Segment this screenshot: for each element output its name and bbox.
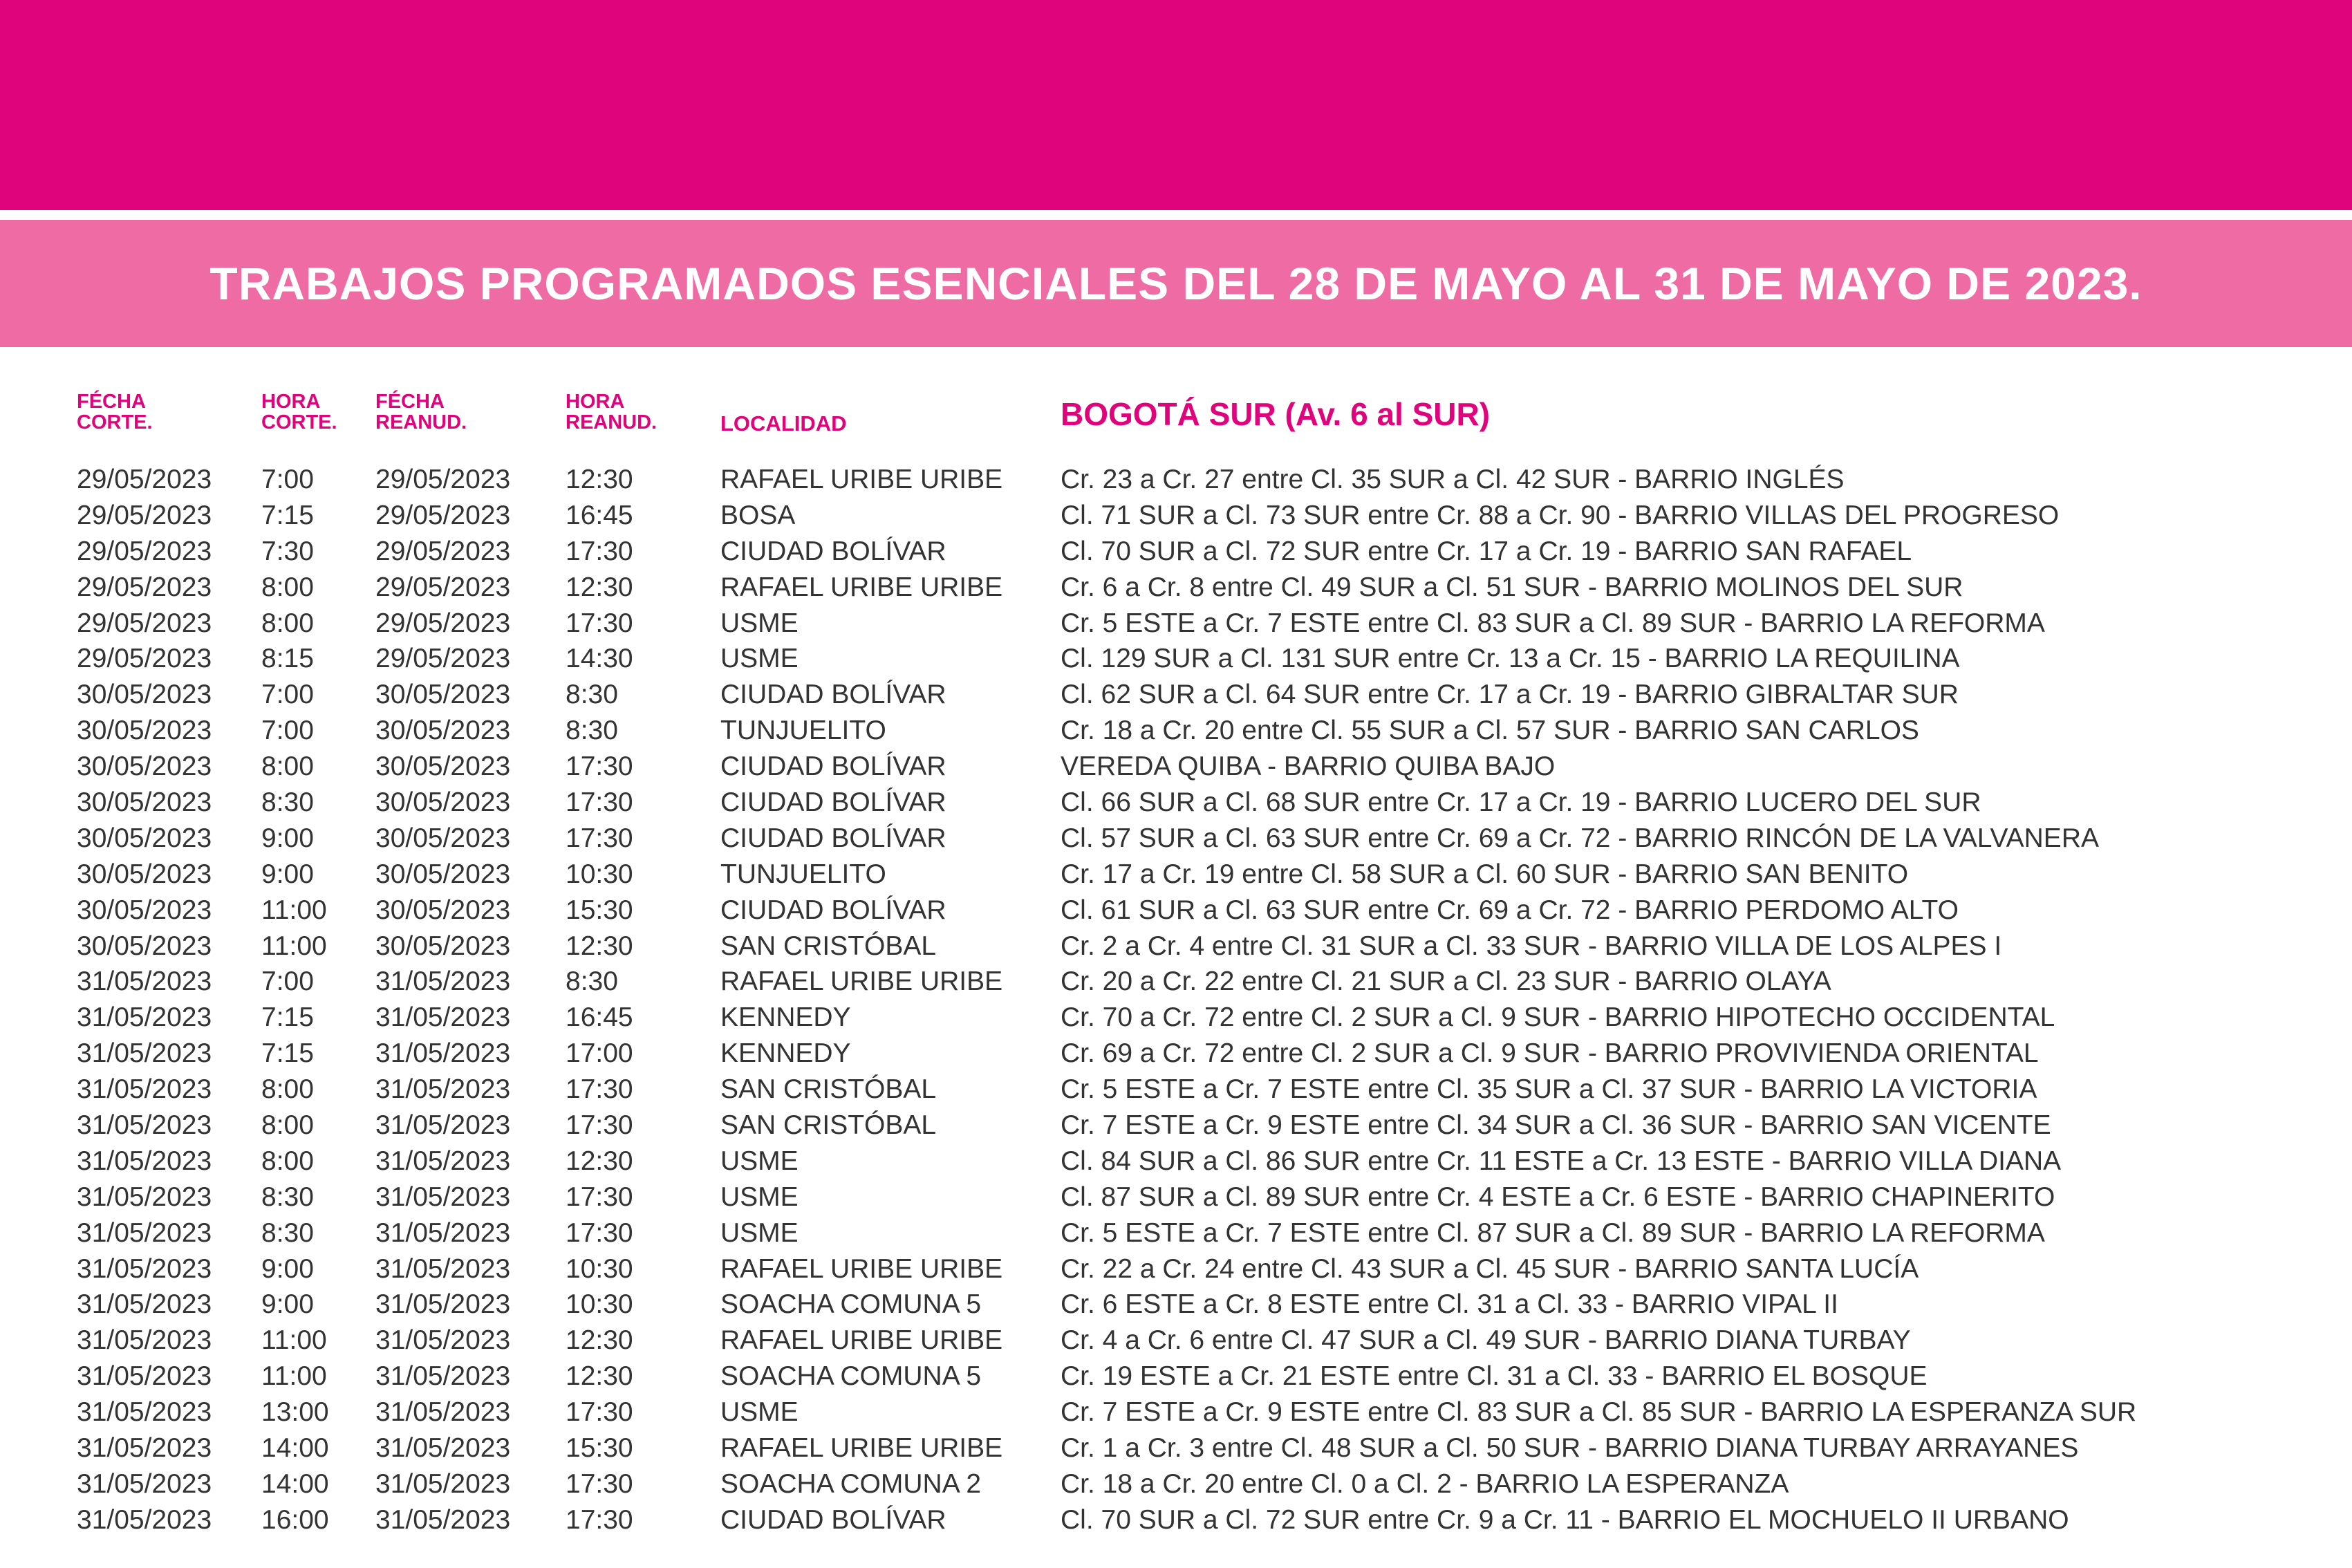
cell-hora-corte: 8:00 bbox=[261, 1110, 314, 1141]
cell-hora-corte: 7:30 bbox=[261, 536, 314, 566]
cell-ubicacion: Cl. 62 SUR a Cl. 64 SUR entre Cr. 17 a Cr. 19 - BARRIO GIBRALTAR SUR bbox=[1061, 680, 1959, 710]
cell-hora-corte: 8:00 bbox=[261, 1074, 314, 1105]
cell-hora-corte: 8:30 bbox=[261, 1182, 314, 1212]
cell-hora-reanud: 17:30 bbox=[566, 823, 633, 853]
cell-hora-reanud: 10:30 bbox=[566, 1253, 633, 1284]
top-banner bbox=[0, 0, 2352, 210]
cell-localidad: RAFAEL URIBE URIBE bbox=[720, 1433, 1003, 1464]
cell-localidad: KENNEDY bbox=[720, 1038, 851, 1069]
cell-hora-reanud: 15:30 bbox=[566, 1433, 633, 1464]
table-row bbox=[0, 749, 2352, 785]
table-row bbox=[0, 893, 2352, 928]
cell-localidad: RAFAEL URIBE URIBE bbox=[720, 1253, 1003, 1284]
cell-fecha-reanud: 31/05/2023 bbox=[375, 1289, 511, 1320]
cell-fecha-reanud: 29/05/2023 bbox=[375, 536, 511, 566]
cell-fecha-corte: 31/05/2023 bbox=[77, 1361, 212, 1392]
cell-hora-corte: 11:00 bbox=[261, 931, 327, 961]
table-row bbox=[0, 641, 2352, 677]
cell-ubicacion: Cr. 23 a Cr. 27 entre Cl. 35 SUR a Cl. 42 SUR - BARRIO INGLÉS bbox=[1061, 465, 1845, 494]
cell-localidad: TUNJUELITO bbox=[720, 859, 886, 889]
cell-localidad: RAFAEL URIBE URIBE bbox=[720, 967, 1003, 997]
table-row bbox=[0, 534, 2352, 570]
cell-ubicacion: Cr. 22 a Cr. 24 entre Cl. 43 SUR a Cl. 45 SUR - BARRIO SANTA LUCÍA bbox=[1061, 1253, 1919, 1284]
cell-hora-corte: 9:00 bbox=[261, 859, 314, 889]
cell-fecha-corte: 31/05/2023 bbox=[77, 1074, 212, 1105]
cell-hora-reanud: 15:30 bbox=[566, 895, 633, 925]
cell-fecha-corte: 31/05/2023 bbox=[77, 1468, 212, 1499]
table-row bbox=[0, 1036, 2352, 1072]
table-row bbox=[0, 1179, 2352, 1215]
cell-fecha-reanud: 30/05/2023 bbox=[375, 859, 511, 889]
cell-localidad: CIUDAD BOLÍVAR bbox=[720, 1504, 946, 1535]
cell-fecha-corte: 29/05/2023 bbox=[77, 500, 212, 530]
cell-localidad: CIUDAD BOLÍVAR bbox=[720, 536, 946, 566]
cell-hora-reanud: 12:30 bbox=[566, 1325, 633, 1356]
cell-hora-corte: 14:00 bbox=[261, 1433, 329, 1464]
cell-fecha-reanud: 30/05/2023 bbox=[375, 752, 511, 782]
cell-fecha-reanud: 31/05/2023 bbox=[375, 1504, 511, 1535]
header-hora-corte bbox=[261, 391, 337, 433]
table-row bbox=[0, 857, 2352, 893]
cell-hora-reanud: 17:30 bbox=[566, 752, 633, 782]
cell-localidad: USME bbox=[720, 644, 799, 674]
cell-localidad: USME bbox=[720, 1217, 799, 1248]
cell-fecha-corte: 30/05/2023 bbox=[77, 716, 212, 746]
cell-localidad: USME bbox=[720, 608, 799, 638]
cell-localidad: USME bbox=[720, 1146, 799, 1176]
cell-localidad: USME bbox=[720, 1182, 799, 1212]
cell-fecha-reanud: 30/05/2023 bbox=[375, 680, 511, 710]
table-row bbox=[0, 1000, 2352, 1036]
cell-localidad: BOSA bbox=[720, 500, 796, 530]
table-row bbox=[0, 677, 2352, 713]
cell-fecha-corte: 31/05/2023 bbox=[77, 1110, 212, 1141]
cell-hora-reanud: 17:30 bbox=[566, 1217, 633, 1248]
cell-ubicacion: Cl. 57 SUR a Cl. 63 SUR entre Cr. 69 a Cr. 72 - BARRIO RINCÓN DE LA VALVANERA bbox=[1061, 823, 2099, 853]
cell-localidad: SAN CRISTÓBAL bbox=[720, 1110, 937, 1141]
cell-hora-reanud: 8:30 bbox=[566, 680, 618, 710]
cell-fecha-corte: 30/05/2023 bbox=[77, 931, 212, 961]
title-banner bbox=[0, 220, 2352, 347]
cell-fecha-reanud: 31/05/2023 bbox=[375, 1002, 511, 1033]
cell-ubicacion: Cl. 84 SUR a Cl. 86 SUR entre Cr. 11 ESTE a Cr. 13 ESTE - BARRIO VILLA DIANA bbox=[1061, 1146, 2062, 1176]
table-row bbox=[0, 462, 2352, 498]
table-row bbox=[0, 1323, 2352, 1359]
cell-hora-reanud: 17:30 bbox=[566, 1468, 633, 1499]
cell-ubicacion: Cr. 70 a Cr. 72 entre Cl. 2 SUR a Cl. 9 SUR - BARRIO HIPOTECHO OCCIDENTAL bbox=[1061, 1002, 2055, 1033]
cell-hora-corte: 8:00 bbox=[261, 752, 314, 782]
cell-hora-corte: 8:00 bbox=[261, 608, 314, 638]
cell-fecha-reanud: 30/05/2023 bbox=[375, 823, 511, 853]
cell-fecha-reanud: 31/05/2023 bbox=[375, 1038, 511, 1069]
header-localidad: LOCALIDAD bbox=[720, 411, 847, 436]
page-title: TRABAJOS PROGRAMADOS ESENCIALES DEL 28 DE MAYO AL 31 DE MAYO DE 2023. bbox=[209, 258, 2143, 309]
cell-hora-reanud: 16:45 bbox=[566, 500, 633, 530]
cell-hora-corte: 9:00 bbox=[261, 1253, 314, 1284]
cell-localidad: CIUDAD BOLÍVAR bbox=[720, 895, 946, 925]
cell-fecha-corte: 30/05/2023 bbox=[77, 859, 212, 889]
cell-hora-corte: 14:00 bbox=[261, 1468, 329, 1499]
table-row bbox=[0, 964, 2352, 1000]
cell-hora-reanud: 8:30 bbox=[566, 716, 618, 746]
cell-hora-reanud: 17:30 bbox=[566, 536, 633, 566]
cell-ubicacion: Cr. 6 ESTE a Cr. 8 ESTE entre Cl. 31 a Cl. 33 - BARRIO VIPAL II bbox=[1061, 1289, 1838, 1320]
table-row bbox=[0, 785, 2352, 821]
cell-hora-reanud: 17:30 bbox=[566, 1110, 633, 1141]
cell-localidad: SAN CRISTÓBAL bbox=[720, 931, 937, 961]
cell-hora-reanud: 12:30 bbox=[566, 572, 633, 602]
cell-fecha-corte: 29/05/2023 bbox=[77, 608, 212, 638]
cell-localidad: SOACHA COMUNA 2 bbox=[720, 1468, 982, 1499]
cell-fecha-corte: 31/05/2023 bbox=[77, 1146, 212, 1176]
cell-fecha-reanud: 30/05/2023 bbox=[375, 787, 511, 818]
cell-fecha-reanud: 31/05/2023 bbox=[375, 1182, 511, 1212]
cell-fecha-corte: 30/05/2023 bbox=[77, 787, 212, 818]
cell-fecha-reanud: 29/05/2023 bbox=[375, 465, 511, 494]
cell-fecha-corte: 29/05/2023 bbox=[77, 536, 212, 566]
cell-fecha-corte: 31/05/2023 bbox=[77, 1504, 212, 1535]
cell-hora-corte: 11:00 bbox=[261, 1325, 327, 1356]
cell-localidad: RAFAEL URIBE URIBE bbox=[720, 572, 1003, 602]
table-row bbox=[0, 1144, 2352, 1179]
cell-fecha-reanud: 31/05/2023 bbox=[375, 1217, 511, 1248]
cell-ubicacion: Cr. 69 a Cr. 72 entre Cl. 2 SUR a Cl. 9 SUR - BARRIO PROVIVIENDA ORIENTAL bbox=[1061, 1038, 2039, 1069]
cell-localidad: RAFAEL URIBE URIBE bbox=[720, 465, 1003, 494]
cell-localidad: CIUDAD BOLÍVAR bbox=[720, 787, 946, 818]
table-row bbox=[0, 1072, 2352, 1108]
cell-hora-reanud: 10:30 bbox=[566, 1289, 633, 1320]
table-row bbox=[0, 1251, 2352, 1287]
cell-localidad: USME bbox=[720, 1397, 799, 1428]
cell-fecha-reanud: 30/05/2023 bbox=[375, 895, 511, 925]
table-row bbox=[0, 1502, 2352, 1538]
cell-fecha-reanud: 31/05/2023 bbox=[375, 1433, 511, 1464]
header-hora-corte-line2: CORTE. bbox=[261, 411, 337, 433]
cell-hora-corte: 7:15 bbox=[261, 1038, 314, 1069]
cell-fecha-reanud: 31/05/2023 bbox=[375, 1110, 511, 1141]
cell-ubicacion: VEREDA QUIBA - BARRIO QUIBA BAJO bbox=[1061, 752, 1556, 782]
cell-hora-corte: 9:00 bbox=[261, 823, 314, 853]
cell-ubicacion: Cr. 5 ESTE a Cr. 7 ESTE entre Cl. 83 SUR a Cl. 89 SUR - BARRIO LA REFORMA bbox=[1061, 608, 2045, 638]
cell-localidad: RAFAEL URIBE URIBE bbox=[720, 1325, 1003, 1356]
cell-ubicacion: Cr. 1 a Cr. 3 entre Cl. 48 SUR a Cl. 50 SUR - BARRIO DIANA TURBAY ARRAYANES bbox=[1061, 1433, 2079, 1464]
cell-hora-corte: 8:00 bbox=[261, 1146, 314, 1176]
cell-ubicacion: Cr. 18 a Cr. 20 entre Cl. 55 SUR a Cl. 57 SUR - BARRIO SAN CARLOS bbox=[1061, 716, 1919, 746]
cell-hora-reanud: 17:30 bbox=[566, 1504, 633, 1535]
schedule-table bbox=[0, 462, 2352, 1538]
cell-hora-corte: 8:30 bbox=[261, 787, 314, 818]
cell-fecha-corte: 30/05/2023 bbox=[77, 680, 212, 710]
cell-hora-corte: 7:00 bbox=[261, 680, 314, 710]
cell-hora-corte: 7:15 bbox=[261, 1002, 314, 1033]
cell-hora-corte: 9:00 bbox=[261, 1289, 314, 1320]
cell-ubicacion: Cl. 66 SUR a Cl. 68 SUR entre Cr. 17 a Cr. 19 - BARRIO LUCERO DEL SUR bbox=[1061, 787, 1981, 818]
cell-ubicacion: Cl. 87 SUR a Cl. 89 SUR entre Cr. 4 ESTE a Cr. 6 ESTE - BARRIO CHAPINERITO bbox=[1061, 1182, 2055, 1212]
cell-fecha-corte: 30/05/2023 bbox=[77, 895, 212, 925]
cell-hora-corte: 8:30 bbox=[261, 1217, 314, 1248]
cell-fecha-corte: 31/05/2023 bbox=[77, 1397, 212, 1428]
cell-fecha-corte: 31/05/2023 bbox=[77, 1217, 212, 1248]
cell-hora-reanud: 14:30 bbox=[566, 644, 633, 674]
cell-ubicacion: Cr. 6 a Cr. 8 entre Cl. 49 SUR a Cl. 51 SUR - BARRIO MOLINOS DEL SUR bbox=[1061, 572, 1963, 602]
table-row bbox=[0, 1466, 2352, 1502]
cell-fecha-reanud: 31/05/2023 bbox=[375, 1397, 511, 1428]
cell-ubicacion: Cl. 129 SUR a Cl. 131 SUR entre Cr. 13 a Cr. 15 - BARRIO LA REQUILINA bbox=[1061, 644, 1960, 674]
cell-fecha-reanud: 29/05/2023 bbox=[375, 644, 511, 674]
cell-ubicacion: Cr. 7 ESTE a Cr. 9 ESTE entre Cl. 34 SUR a Cl. 36 SUR - BARRIO SAN VICENTE bbox=[1061, 1110, 2051, 1141]
cell-localidad: CIUDAD BOLÍVAR bbox=[720, 680, 946, 710]
cell-fecha-reanud: 29/05/2023 bbox=[375, 500, 511, 530]
table-row bbox=[0, 1108, 2352, 1144]
cell-hora-corte: 8:00 bbox=[261, 572, 314, 602]
table-row bbox=[0, 1394, 2352, 1430]
header-fecha-corte-line1: FÉCHA bbox=[77, 391, 146, 413]
table-row bbox=[0, 1215, 2352, 1251]
cell-hora-reanud: 8:30 bbox=[566, 967, 618, 997]
cell-localidad: TUNJUELITO bbox=[720, 716, 886, 746]
cell-hora-reanud: 17:30 bbox=[566, 1397, 633, 1428]
cell-ubicacion: Cr. 19 ESTE a Cr. 21 ESTE entre Cl. 31 a Cl. 33 - BARRIO EL BOSQUE bbox=[1061, 1361, 1928, 1392]
cell-hora-corte: 7:00 bbox=[261, 967, 314, 997]
cell-fecha-reanud: 31/05/2023 bbox=[375, 1468, 511, 1499]
table-row bbox=[0, 1359, 2352, 1394]
table-row bbox=[0, 1430, 2352, 1466]
cell-hora-reanud: 17:30 bbox=[566, 787, 633, 818]
cell-fecha-corte: 31/05/2023 bbox=[77, 1182, 212, 1212]
cell-hora-reanud: 17:30 bbox=[566, 1074, 633, 1105]
cell-fecha-reanud: 31/05/2023 bbox=[375, 1325, 511, 1356]
cell-ubicacion: Cr. 5 ESTE a Cr. 7 ESTE entre Cl. 87 SUR a Cl. 89 SUR - BARRIO LA REFORMA bbox=[1061, 1217, 2045, 1248]
header-fecha-reanud-line2: REANUD. bbox=[375, 411, 467, 433]
cell-fecha-reanud: 31/05/2023 bbox=[375, 967, 511, 997]
header-fecha-corte bbox=[77, 391, 153, 433]
table-row bbox=[0, 713, 2352, 749]
cell-fecha-corte: 30/05/2023 bbox=[77, 823, 212, 853]
cell-fecha-corte: 31/05/2023 bbox=[77, 1433, 212, 1464]
cell-fecha-corte: 29/05/2023 bbox=[77, 465, 212, 494]
cell-localidad: SOACHA COMUNA 5 bbox=[720, 1361, 982, 1392]
header-fecha-reanud bbox=[375, 391, 467, 433]
cell-hora-corte: 7:15 bbox=[261, 500, 314, 530]
cell-fecha-reanud: 31/05/2023 bbox=[375, 1253, 511, 1284]
cell-ubicacion: Cr. 5 ESTE a Cr. 7 ESTE entre Cl. 35 SUR a Cl. 37 SUR - BARRIO LA VICTORIA bbox=[1061, 1074, 2037, 1105]
cell-hora-reanud: 12:30 bbox=[566, 465, 633, 494]
cell-hora-corte: 7:00 bbox=[261, 716, 314, 746]
cell-ubicacion: Cr. 17 a Cr. 19 entre Cl. 58 SUR a Cl. 60 SUR - BARRIO SAN BENITO bbox=[1061, 859, 1909, 889]
cell-fecha-corte: 31/05/2023 bbox=[77, 967, 212, 997]
cell-fecha-corte: 31/05/2023 bbox=[77, 1325, 212, 1356]
header-hora-reanud-line1: HORA bbox=[566, 391, 625, 413]
cell-ubicacion: Cl. 71 SUR a Cl. 73 SUR entre Cr. 88 a Cr. 90 - BARRIO VILLAS DEL PROGRESO bbox=[1061, 500, 2060, 530]
cell-ubicacion: Cr. 20 a Cr. 22 entre Cl. 21 SUR a Cl. 23 SUR - BARRIO OLAYA bbox=[1061, 967, 1831, 997]
cell-fecha-reanud: 30/05/2023 bbox=[375, 716, 511, 746]
cell-fecha-reanud: 31/05/2023 bbox=[375, 1074, 511, 1105]
cell-hora-reanud: 10:30 bbox=[566, 859, 633, 889]
header-fecha-reanud-line1: FÉCHA bbox=[375, 391, 445, 413]
table-row bbox=[0, 570, 2352, 606]
cell-hora-corte: 16:00 bbox=[261, 1504, 329, 1535]
cell-hora-reanud: 17:00 bbox=[566, 1038, 633, 1069]
cell-fecha-reanud: 30/05/2023 bbox=[375, 931, 511, 961]
cell-fecha-corte: 31/05/2023 bbox=[77, 1038, 212, 1069]
cell-hora-reanud: 16:45 bbox=[566, 1002, 633, 1033]
cell-localidad: CIUDAD BOLÍVAR bbox=[720, 823, 946, 853]
cell-fecha-corte: 29/05/2023 bbox=[77, 572, 212, 602]
cell-fecha-reanud: 31/05/2023 bbox=[375, 1361, 511, 1392]
cell-hora-reanud: 17:30 bbox=[566, 608, 633, 638]
table-row bbox=[0, 606, 2352, 642]
table-row bbox=[0, 928, 2352, 964]
cell-fecha-reanud: 29/05/2023 bbox=[375, 572, 511, 602]
cell-localidad: KENNEDY bbox=[720, 1002, 851, 1033]
cell-fecha-corte: 31/05/2023 bbox=[77, 1002, 212, 1033]
cell-fecha-corte: 31/05/2023 bbox=[77, 1253, 212, 1284]
cell-fecha-reanud: 31/05/2023 bbox=[375, 1146, 511, 1176]
cell-localidad: SOACHA COMUNA 5 bbox=[720, 1289, 982, 1320]
cell-hora-corte: 11:00 bbox=[261, 1361, 327, 1392]
cell-hora-reanud: 12:30 bbox=[566, 1146, 633, 1176]
cell-ubicacion: Cl. 61 SUR a Cl. 63 SUR entre Cr. 69 a Cr. 72 - BARRIO PERDOMO ALTO bbox=[1061, 895, 1959, 925]
header-hora-reanud bbox=[566, 391, 657, 433]
cell-ubicacion: Cl. 70 SUR a Cl. 72 SUR entre Cr. 17 a Cr. 19 - BARRIO SAN RAFAEL bbox=[1061, 536, 1912, 566]
cell-hora-reanud: 17:30 bbox=[566, 1182, 633, 1212]
cell-hora-reanud: 12:30 bbox=[566, 1361, 633, 1392]
cell-hora-corte: 13:00 bbox=[261, 1397, 329, 1428]
cell-ubicacion: Cr. 18 a Cr. 20 entre Cl. 0 a Cl. 2 - BARRIO LA ESPERANZA bbox=[1061, 1468, 1789, 1499]
cell-localidad: SAN CRISTÓBAL bbox=[720, 1074, 937, 1105]
cell-fecha-corte: 29/05/2023 bbox=[77, 644, 212, 674]
cell-ubicacion: Cr. 2 a Cr. 4 entre Cl. 31 SUR a Cl. 33 SUR - BARRIO VILLA DE LOS ALPES I bbox=[1061, 931, 2002, 961]
cell-ubicacion: Cr. 4 a Cr. 6 entre Cl. 47 SUR a Cl. 49 SUR - BARRIO DIANA TURBAY bbox=[1061, 1325, 1911, 1356]
cell-hora-corte: 7:00 bbox=[261, 465, 314, 494]
cell-ubicacion: Cr. 7 ESTE a Cr. 9 ESTE entre Cl. 83 SUR a Cl. 85 SUR - BARRIO LA ESPERANZA SUR bbox=[1061, 1397, 2137, 1428]
table-row bbox=[0, 1287, 2352, 1323]
cell-hora-corte: 8:15 bbox=[261, 644, 314, 674]
table-row bbox=[0, 498, 2352, 534]
cell-fecha-reanud: 29/05/2023 bbox=[375, 608, 511, 638]
cell-fecha-corte: 31/05/2023 bbox=[77, 1289, 212, 1320]
cell-fecha-corte: 30/05/2023 bbox=[77, 752, 212, 782]
cell-hora-corte: 11:00 bbox=[261, 895, 327, 925]
cell-hora-reanud: 12:30 bbox=[566, 931, 633, 961]
cell-localidad: CIUDAD BOLÍVAR bbox=[720, 752, 946, 782]
header-fecha-corte-line2: CORTE. bbox=[77, 411, 153, 433]
cell-ubicacion: Cl. 70 SUR a Cl. 72 SUR entre Cr. 9 a Cr. 11 - BARRIO EL MOCHUELO II URBANO bbox=[1061, 1504, 2069, 1535]
header-hora-corte-line1: HORA bbox=[261, 391, 321, 413]
header-hora-reanud-line2: REANUD. bbox=[566, 411, 657, 433]
header-zone: BOGOTÁ SUR (Av. 6 al SUR) bbox=[1061, 396, 1491, 432]
table-row bbox=[0, 821, 2352, 857]
